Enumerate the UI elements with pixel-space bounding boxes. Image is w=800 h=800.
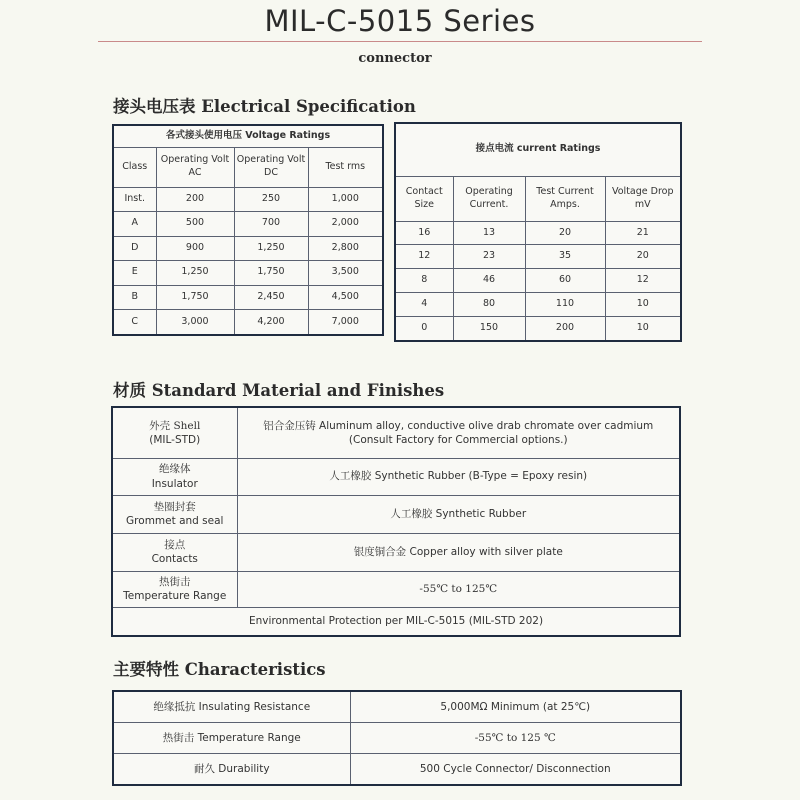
table-cell: 23 xyxy=(453,245,525,269)
material-label xyxy=(112,571,237,607)
characteristic-label: 热街击 Temperature Range xyxy=(113,723,350,754)
table-cell: 2,000 xyxy=(308,212,383,237)
column-header: Class xyxy=(113,147,156,187)
column-header: Voltage Drop mV xyxy=(605,176,681,221)
table-cell: 46 xyxy=(453,269,525,293)
table-row xyxy=(112,533,680,571)
environmental-protection-note: Environmental Protection per MIL-C-5015 (MIL-STD 202) xyxy=(112,607,680,636)
material-value xyxy=(237,407,680,458)
table-row xyxy=(395,245,681,269)
table-cell: Inst. xyxy=(113,187,156,212)
table-cell: 3,000 xyxy=(156,310,234,335)
table-cell: 1,250 xyxy=(234,236,308,261)
table-row xyxy=(113,691,681,723)
table-cell: A xyxy=(113,212,156,237)
table-cell: 200 xyxy=(156,187,234,212)
materials-table xyxy=(111,406,681,637)
material-value: 人工橡胶 Synthetic Rubber xyxy=(237,495,680,533)
table-cell: 1,750 xyxy=(234,261,308,286)
materials-heading: 材质 Standard Material and Finishes xyxy=(113,381,445,400)
table-row xyxy=(395,269,681,293)
material-value-note: (Consult Factory for Commercial options.) xyxy=(348,433,568,446)
table-row xyxy=(113,753,681,785)
table-cell: 20 xyxy=(605,245,681,269)
column-header: Operating Current. xyxy=(453,176,525,221)
title-divider xyxy=(98,41,702,42)
table-cell: 60 xyxy=(525,269,605,293)
current-ratings-caption: 接点电流 current Ratings xyxy=(395,123,681,176)
table-cell: 2,450 xyxy=(234,285,308,310)
material-value: -55℃ to 125℃ xyxy=(237,571,680,607)
material-label-en: Contacts xyxy=(151,553,198,565)
column-header: Test rms xyxy=(308,147,383,187)
table-cell: 35 xyxy=(525,245,605,269)
table-row xyxy=(395,316,681,341)
table-cell: 1,250 xyxy=(156,261,234,286)
table-row xyxy=(112,571,680,607)
table-cell: 110 xyxy=(525,292,605,316)
table-cell: 10 xyxy=(605,292,681,316)
table-row xyxy=(113,187,383,212)
table-cell: E xyxy=(113,261,156,286)
table-cell: 250 xyxy=(234,187,308,212)
table-cell: 21 xyxy=(605,221,681,245)
table-cell: 12 xyxy=(395,245,453,269)
table-cell: B xyxy=(113,285,156,310)
table-cell: 1,750 xyxy=(156,285,234,310)
table-cell: C xyxy=(113,310,156,335)
material-label-cn: 外壳 Shell xyxy=(149,419,201,432)
material-label-en: Grommet and seal xyxy=(126,515,224,527)
table-row xyxy=(395,292,681,316)
table-row xyxy=(113,285,383,310)
table-cell: 12 xyxy=(605,269,681,293)
material-label-cn: 绝缘体 xyxy=(159,463,191,476)
table-cell: 4,500 xyxy=(308,285,383,310)
table-cell: 150 xyxy=(453,316,525,341)
material-label-en: Temperature Range xyxy=(123,590,227,602)
table-cell: 10 xyxy=(605,316,681,341)
table-row xyxy=(112,607,680,636)
table-row xyxy=(395,221,681,245)
table-row xyxy=(112,407,680,458)
characteristics-heading: 主要特性 Characteristics xyxy=(113,660,326,679)
table-cell: 20 xyxy=(525,221,605,245)
table-cell: 4,200 xyxy=(234,310,308,335)
table-row xyxy=(113,212,383,237)
table-cell: 16 xyxy=(395,221,453,245)
material-value: 人工橡胶 Synthetic Rubber (B-Type = Epoxy resin) xyxy=(237,458,680,495)
electrical-spec-heading: 接头电压表 Electrical Specification xyxy=(113,97,416,116)
page-subtitle: connector xyxy=(358,51,432,66)
characteristic-label: 绝缘抵抗 Insulating Resistance xyxy=(113,691,350,723)
material-label xyxy=(112,495,237,533)
table-cell: 3,500 xyxy=(308,261,383,286)
table-cell: 500 xyxy=(156,212,234,237)
current-ratings-table xyxy=(394,122,682,342)
material-label xyxy=(112,407,237,458)
table-cell: 13 xyxy=(453,221,525,245)
characteristic-value: 500 Cycle Connector/ Disconnection xyxy=(350,753,681,785)
column-header: Operating Volt AC xyxy=(156,147,234,187)
material-value: 银度铜合金 Copper alloy with silver plate xyxy=(237,533,680,571)
table-cell: 4 xyxy=(395,292,453,316)
table-cell: 0 xyxy=(395,316,453,341)
voltage-ratings-caption: 各式接头使用电压 Voltage Ratings xyxy=(113,125,383,147)
table-cell: 8 xyxy=(395,269,453,293)
column-header: Contact Size xyxy=(395,176,453,221)
material-label-cn: 热街击 xyxy=(159,575,191,588)
table-cell: D xyxy=(113,236,156,261)
table-cell: 200 xyxy=(525,316,605,341)
characteristic-value: -55℃ to 125 ℃ xyxy=(350,723,681,754)
column-header: Test Current Amps. xyxy=(525,176,605,221)
column-header: Operating Volt DC xyxy=(234,147,308,187)
characteristic-value: 5,000MΩ Minimum (at 25℃) xyxy=(350,691,681,723)
table-cell: 2,800 xyxy=(308,236,383,261)
characteristic-label: 耐久 Durability xyxy=(113,753,350,785)
material-label xyxy=(112,533,237,571)
material-label-en: Insulator xyxy=(151,477,198,490)
table-cell: 80 xyxy=(453,292,525,316)
table-cell: 900 xyxy=(156,236,234,261)
table-cell: 7,000 xyxy=(308,310,383,335)
table-row xyxy=(112,495,680,533)
material-label-en: (MIL-STD) xyxy=(149,433,201,446)
table-row xyxy=(113,310,383,335)
material-label-cn: 接点 xyxy=(164,538,186,551)
voltage-ratings-table xyxy=(112,124,384,336)
table-row xyxy=(113,261,383,286)
table-row xyxy=(113,236,383,261)
material-label xyxy=(112,458,237,495)
characteristics-table xyxy=(112,690,682,786)
table-row xyxy=(112,458,680,495)
table-cell: 1,000 xyxy=(308,187,383,212)
page-title: MIL-C-5015 Series xyxy=(264,4,536,38)
table-cell: 700 xyxy=(234,212,308,237)
table-row xyxy=(113,723,681,754)
material-label-cn: 垫圈封套 xyxy=(153,500,196,513)
material-value-line: 铝合金压铸 Aluminum alloy, conductive olive drab chromate over cadmium xyxy=(263,419,654,432)
